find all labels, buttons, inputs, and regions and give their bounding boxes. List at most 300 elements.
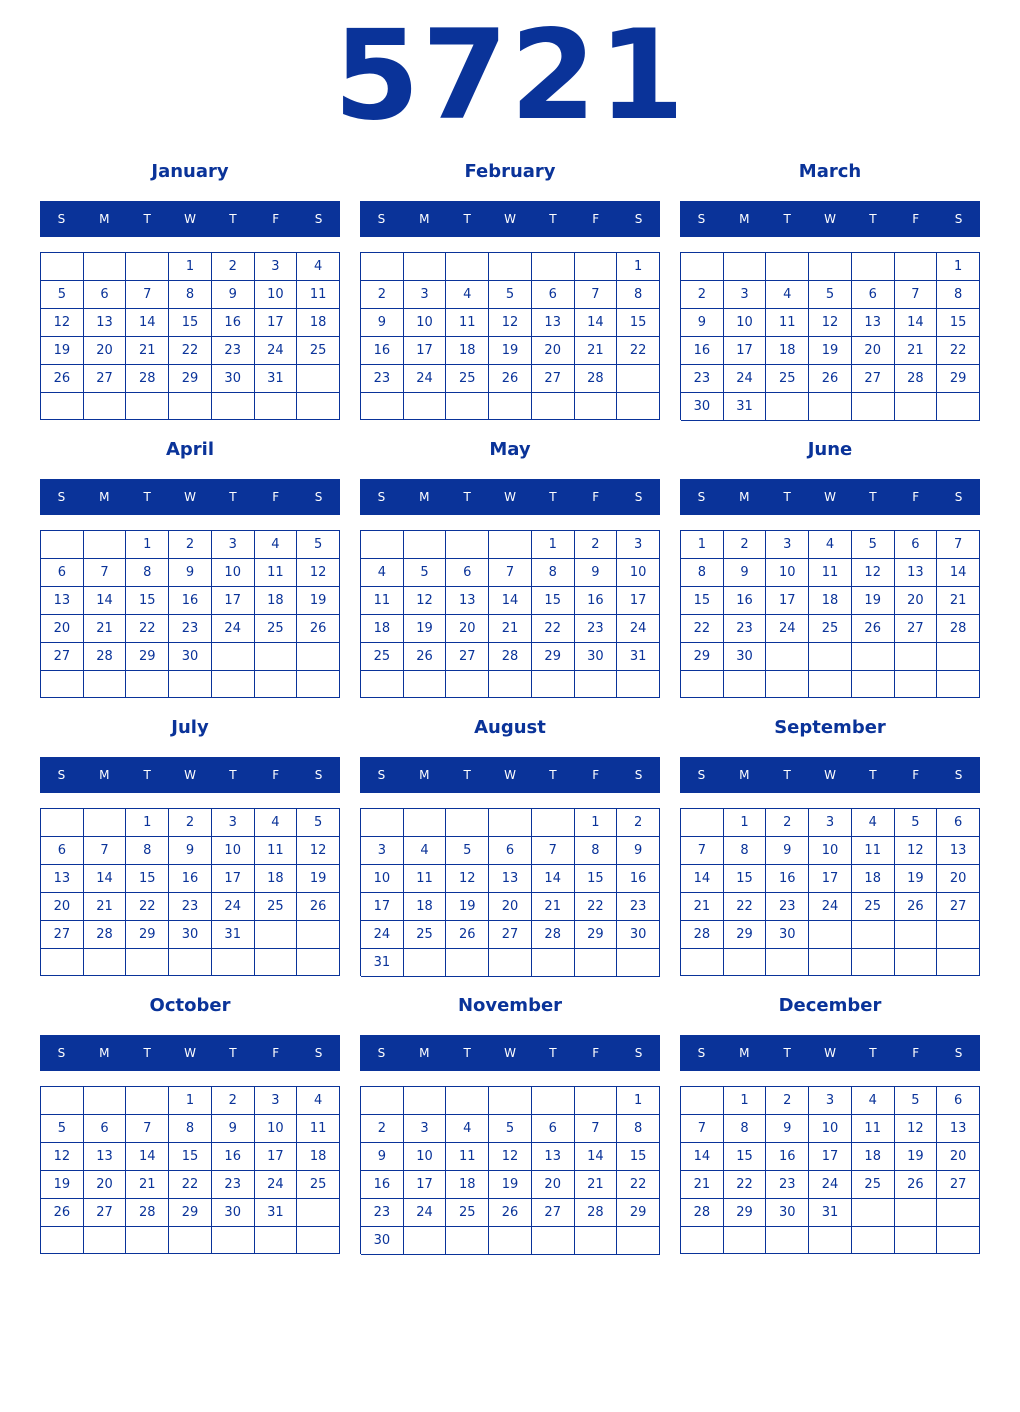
day-cell (895, 1199, 938, 1227)
weekday-label: T (463, 490, 471, 504)
weekday-label: T (549, 1046, 557, 1060)
day-grid (360, 252, 660, 420)
day-cell (126, 1227, 169, 1254)
day-cell: 17 (809, 865, 852, 893)
weekday-label: T (783, 1046, 791, 1060)
day-cell (809, 949, 852, 976)
day-cell (297, 1227, 340, 1254)
day-cell: 26 (446, 921, 489, 949)
day-cell: 27 (852, 365, 895, 393)
day-cell: 2 (766, 1087, 809, 1115)
day-cell: 21 (575, 1171, 618, 1199)
month-name: September (774, 717, 886, 738)
day-cell: 20 (895, 587, 938, 615)
day-cell: 24 (766, 615, 809, 643)
day-cell: 14 (681, 865, 724, 893)
day-cell: 21 (489, 615, 532, 643)
day-cell: 3 (361, 837, 404, 865)
weekday-header (360, 201, 660, 237)
day-cell (617, 365, 660, 393)
day-cell: 18 (809, 587, 852, 615)
day-grid (360, 530, 660, 698)
day-cell: 3 (809, 1087, 852, 1115)
day-cell (532, 253, 575, 281)
day-cell: 15 (169, 309, 212, 337)
weekday-label: S (697, 490, 706, 504)
weekday-label: T (549, 768, 557, 782)
day-cell: 10 (404, 309, 447, 337)
day-cell: 8 (617, 1115, 660, 1143)
month-november (360, 994, 660, 1264)
day-cell (404, 1227, 447, 1255)
day-cell (532, 809, 575, 837)
day-cell: 12 (895, 837, 938, 865)
weekday-label: S (634, 490, 643, 504)
day-cell: 31 (724, 393, 767, 421)
day-cell: 31 (361, 949, 404, 977)
day-cell: 29 (724, 921, 767, 949)
day-cell: 24 (617, 615, 660, 643)
day-cell: 9 (169, 559, 212, 587)
day-cell: 27 (489, 921, 532, 949)
day-cell (575, 1227, 618, 1255)
day-cell (446, 809, 489, 837)
day-cell (937, 393, 980, 421)
day-cell: 4 (446, 281, 489, 309)
day-grid (40, 1086, 340, 1254)
day-cell (532, 1227, 575, 1255)
day-cell: 26 (489, 1199, 532, 1227)
day-cell: 13 (84, 1143, 127, 1171)
weekday-label: T (143, 212, 151, 226)
month-february (360, 160, 660, 430)
day-cell (255, 921, 298, 949)
day-cell: 19 (852, 587, 895, 615)
day-cell: 15 (724, 1143, 767, 1171)
weekday-label: S (314, 490, 323, 504)
day-cell: 29 (724, 1199, 767, 1227)
day-cell: 3 (724, 281, 767, 309)
weekday-label: T (549, 490, 557, 504)
day-grid (680, 252, 980, 420)
day-cell: 8 (169, 1115, 212, 1143)
day-cell: 22 (126, 893, 169, 921)
weekday-label: F (912, 212, 920, 226)
weekday-label: S (314, 1046, 323, 1060)
day-cell: 2 (766, 809, 809, 837)
day-cell (361, 1087, 404, 1115)
day-cell: 28 (575, 365, 618, 393)
day-cell: 8 (681, 559, 724, 587)
day-cell (852, 1199, 895, 1227)
day-grid (680, 530, 980, 698)
day-cell: 17 (766, 587, 809, 615)
day-cell: 7 (532, 837, 575, 865)
day-cell: 29 (681, 643, 724, 671)
day-cell: 27 (41, 921, 84, 949)
day-cell: 17 (724, 337, 767, 365)
day-cell: 27 (532, 1199, 575, 1227)
day-cell: 9 (169, 837, 212, 865)
day-cell: 27 (895, 615, 938, 643)
weekday-label: S (954, 212, 963, 226)
day-cell: 15 (532, 587, 575, 615)
weekday-label: S (954, 490, 963, 504)
weekday-label: M (739, 1046, 750, 1060)
day-cell: 17 (809, 1143, 852, 1171)
day-cell: 8 (532, 559, 575, 587)
weekday-label: S (57, 212, 66, 226)
day-cell: 15 (126, 865, 169, 893)
day-cell: 23 (766, 893, 809, 921)
day-cell: 23 (212, 1171, 255, 1199)
day-cell (809, 671, 852, 698)
day-cell: 17 (212, 587, 255, 615)
day-cell (809, 643, 852, 671)
weekday-label: S (634, 1046, 643, 1060)
day-cell: 20 (532, 337, 575, 365)
day-cell: 15 (169, 1143, 212, 1171)
month-name: July (171, 717, 209, 738)
day-cell: 23 (575, 615, 618, 643)
day-cell: 2 (169, 809, 212, 837)
day-cell: 24 (255, 337, 298, 365)
day-cell: 29 (169, 365, 212, 393)
weekday-label: F (272, 1046, 280, 1060)
day-cell (212, 1227, 255, 1254)
day-cell (446, 949, 489, 977)
day-cell: 16 (617, 865, 660, 893)
weekday-header (40, 1035, 340, 1071)
month-december (680, 994, 980, 1264)
day-cell: 4 (852, 1087, 895, 1115)
day-cell (84, 253, 127, 281)
weekday-header (680, 1035, 980, 1071)
day-cell (852, 393, 895, 421)
day-cell: 13 (937, 837, 980, 865)
day-cell: 21 (681, 1171, 724, 1199)
day-cell: 5 (852, 531, 895, 559)
day-cell: 14 (937, 559, 980, 587)
day-cell (809, 1227, 852, 1254)
weekday-label: T (783, 212, 791, 226)
day-cell (41, 671, 84, 698)
day-cell (895, 393, 938, 421)
day-cell: 25 (297, 1171, 340, 1199)
day-cell: 2 (361, 281, 404, 309)
day-cell: 30 (575, 643, 618, 671)
day-cell: 1 (724, 1087, 767, 1115)
day-cell: 13 (895, 559, 938, 587)
day-cell (937, 643, 980, 671)
day-cell: 14 (84, 865, 127, 893)
weekday-label: W (184, 768, 196, 782)
day-cell (489, 253, 532, 281)
day-cell (532, 671, 575, 698)
day-cell: 5 (297, 531, 340, 559)
day-cell: 10 (809, 837, 852, 865)
day-cell (212, 643, 255, 671)
day-cell: 7 (84, 559, 127, 587)
weekday-label: S (377, 768, 386, 782)
day-cell (446, 393, 489, 420)
weekday-label: S (57, 490, 66, 504)
day-cell: 31 (255, 365, 298, 393)
weekday-label: S (954, 768, 963, 782)
day-cell: 28 (126, 1199, 169, 1227)
day-cell: 24 (809, 893, 852, 921)
day-cell: 2 (169, 531, 212, 559)
day-cell (126, 253, 169, 281)
day-cell: 15 (724, 865, 767, 893)
day-cell (852, 643, 895, 671)
day-cell: 3 (809, 809, 852, 837)
day-cell: 30 (766, 1199, 809, 1227)
day-cell: 26 (41, 1199, 84, 1227)
day-cell: 23 (766, 1171, 809, 1199)
day-cell (724, 949, 767, 976)
day-cell: 24 (361, 921, 404, 949)
day-cell (361, 809, 404, 837)
weekday-label: T (869, 490, 877, 504)
day-cell: 6 (852, 281, 895, 309)
weekday-label: F (912, 490, 920, 504)
day-cell: 18 (297, 309, 340, 337)
day-cell: 12 (297, 559, 340, 587)
day-cell: 10 (724, 309, 767, 337)
day-cell (766, 643, 809, 671)
day-cell: 28 (681, 921, 724, 949)
day-cell: 20 (446, 615, 489, 643)
day-cell (297, 1199, 340, 1227)
day-cell: 22 (681, 615, 724, 643)
day-cell: 13 (41, 865, 84, 893)
day-cell (895, 921, 938, 949)
day-cell: 10 (212, 837, 255, 865)
weekday-label: M (419, 1046, 430, 1060)
day-cell: 3 (212, 809, 255, 837)
day-cell: 11 (297, 281, 340, 309)
day-cell: 25 (404, 921, 447, 949)
day-cell: 19 (297, 865, 340, 893)
day-cell: 11 (297, 1115, 340, 1143)
day-cell (255, 1227, 298, 1254)
day-cell (489, 1087, 532, 1115)
day-cell: 16 (361, 1171, 404, 1199)
weekday-header (40, 201, 340, 237)
day-cell: 6 (937, 809, 980, 837)
weekday-label: M (99, 1046, 110, 1060)
day-cell: 30 (212, 1199, 255, 1227)
day-cell: 25 (255, 893, 298, 921)
day-cell (895, 643, 938, 671)
month-name: August (474, 717, 546, 738)
day-cell: 6 (489, 837, 532, 865)
day-cell: 30 (617, 921, 660, 949)
day-cell: 25 (809, 615, 852, 643)
day-cell: 21 (681, 893, 724, 921)
day-cell: 22 (532, 615, 575, 643)
day-cell: 4 (446, 1115, 489, 1143)
day-cell (895, 949, 938, 976)
day-cell (937, 671, 980, 698)
day-cell: 6 (532, 1115, 575, 1143)
weekday-label: S (314, 768, 323, 782)
day-cell: 26 (41, 365, 84, 393)
day-cell: 11 (446, 1143, 489, 1171)
day-cell: 4 (766, 281, 809, 309)
day-cell: 5 (404, 559, 447, 587)
day-cell: 24 (255, 1171, 298, 1199)
day-cell: 6 (532, 281, 575, 309)
weekday-header (680, 201, 980, 237)
day-cell (404, 253, 447, 281)
day-cell: 27 (84, 365, 127, 393)
weekday-label: T (463, 1046, 471, 1060)
day-cell: 19 (404, 615, 447, 643)
day-cell (84, 809, 127, 837)
day-cell (532, 1087, 575, 1115)
day-cell: 14 (895, 309, 938, 337)
day-cell: 7 (489, 559, 532, 587)
day-cell (169, 949, 212, 976)
day-cell: 19 (41, 1171, 84, 1199)
day-cell: 17 (255, 1143, 298, 1171)
weekday-header (40, 479, 340, 515)
day-cell: 17 (212, 865, 255, 893)
day-cell: 11 (809, 559, 852, 587)
day-cell (404, 393, 447, 420)
day-cell: 7 (575, 281, 618, 309)
month-july (40, 716, 340, 986)
day-cell: 8 (724, 1115, 767, 1143)
day-cell: 18 (852, 1143, 895, 1171)
day-cell: 18 (446, 1171, 489, 1199)
day-cell: 10 (212, 559, 255, 587)
day-cell (212, 949, 255, 976)
day-cell: 22 (617, 337, 660, 365)
day-cell: 20 (489, 893, 532, 921)
day-cell (169, 393, 212, 420)
day-cell: 9 (724, 559, 767, 587)
day-cell: 14 (681, 1143, 724, 1171)
day-cell: 22 (617, 1171, 660, 1199)
day-cell (41, 531, 84, 559)
day-cell: 2 (575, 531, 618, 559)
day-cell: 24 (404, 1199, 447, 1227)
day-cell (937, 1199, 980, 1227)
day-cell (297, 393, 340, 420)
day-cell: 9 (361, 1143, 404, 1171)
day-cell (84, 393, 127, 420)
day-cell (446, 531, 489, 559)
day-cell: 26 (809, 365, 852, 393)
day-cell: 26 (404, 643, 447, 671)
day-grid (40, 252, 340, 420)
day-cell: 20 (84, 337, 127, 365)
day-cell (361, 671, 404, 698)
weekday-label: F (592, 768, 600, 782)
weekday-label: W (824, 490, 836, 504)
weekday-label: S (57, 1046, 66, 1060)
month-august (360, 716, 660, 986)
day-cell: 29 (617, 1199, 660, 1227)
day-cell: 23 (169, 893, 212, 921)
day-cell: 16 (212, 309, 255, 337)
weekday-label: W (184, 1046, 196, 1060)
day-cell (617, 1227, 660, 1255)
day-cell: 29 (575, 921, 618, 949)
day-cell (297, 921, 340, 949)
day-cell (212, 393, 255, 420)
weekday-label: M (419, 768, 430, 782)
weekday-label: T (869, 212, 877, 226)
day-cell: 24 (404, 365, 447, 393)
day-cell: 18 (361, 615, 404, 643)
month-name: May (489, 439, 531, 460)
day-cell: 1 (169, 253, 212, 281)
day-cell: 21 (895, 337, 938, 365)
day-cell: 23 (361, 1199, 404, 1227)
weekday-label: W (824, 1046, 836, 1060)
day-cell (361, 393, 404, 420)
weekday-label: S (377, 212, 386, 226)
day-cell: 20 (41, 615, 84, 643)
day-cell (617, 949, 660, 977)
day-cell: 10 (617, 559, 660, 587)
day-grid (680, 808, 980, 976)
day-cell (681, 253, 724, 281)
day-cell: 11 (255, 559, 298, 587)
day-cell (297, 671, 340, 698)
month-name: December (778, 995, 882, 1016)
day-cell: 3 (255, 253, 298, 281)
day-cell (212, 671, 255, 698)
day-cell (41, 1227, 84, 1254)
weekday-label: T (229, 490, 237, 504)
day-cell: 14 (126, 1143, 169, 1171)
day-cell: 7 (84, 837, 127, 865)
weekday-label: M (99, 490, 110, 504)
weekday-label: T (229, 212, 237, 226)
day-cell: 25 (446, 1199, 489, 1227)
day-cell: 13 (84, 309, 127, 337)
day-cell: 26 (297, 615, 340, 643)
weekday-label: F (592, 212, 600, 226)
weekday-label: T (229, 1046, 237, 1060)
day-cell: 1 (169, 1087, 212, 1115)
day-cell (937, 921, 980, 949)
day-cell: 10 (766, 559, 809, 587)
day-cell: 30 (169, 921, 212, 949)
day-cell: 22 (169, 337, 212, 365)
day-cell: 2 (724, 531, 767, 559)
day-cell (809, 393, 852, 421)
day-cell (255, 393, 298, 420)
day-cell: 18 (255, 865, 298, 893)
month-march (680, 160, 980, 430)
day-cell: 24 (809, 1171, 852, 1199)
day-cell: 5 (297, 809, 340, 837)
weekday-label: M (739, 490, 750, 504)
weekday-label: S (314, 212, 323, 226)
day-cell: 28 (895, 365, 938, 393)
day-cell: 25 (361, 643, 404, 671)
day-cell (532, 949, 575, 977)
day-cell (446, 671, 489, 698)
day-cell: 7 (681, 1115, 724, 1143)
day-cell: 16 (575, 587, 618, 615)
